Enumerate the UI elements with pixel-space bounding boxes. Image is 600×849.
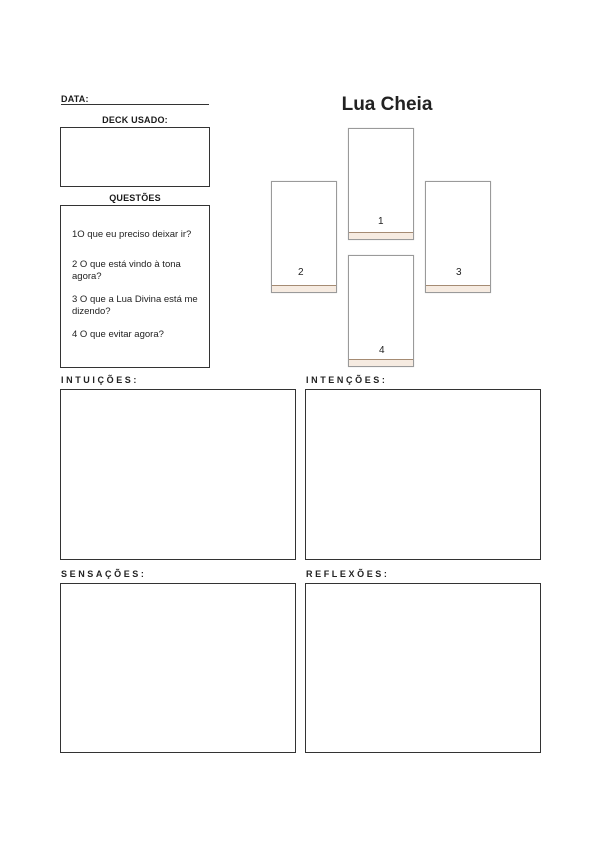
reflexoes-box[interactable]	[305, 583, 541, 753]
card-number-3: 3	[456, 267, 462, 278]
card-slot-2[interactable]	[271, 181, 337, 293]
intencoes-label: INTENÇÕES:	[306, 375, 388, 385]
sensacoes-label: SENSAÇÕES:	[61, 569, 147, 579]
question-4: 4 O que evitar agora?	[72, 329, 164, 340]
intuicoes-box[interactable]	[60, 389, 296, 560]
page-title: Lua Cheia	[341, 94, 433, 115]
question-2: 2 O que está vindo à tona agora?	[72, 259, 181, 282]
questions-label: QUESTÕES	[109, 193, 161, 203]
card-band	[272, 285, 336, 292]
deck-label: DECK USADO:	[102, 115, 168, 125]
card-slot-3[interactable]	[425, 181, 491, 293]
card-slot-4[interactable]	[348, 255, 414, 367]
card-slot-1[interactable]	[348, 128, 414, 240]
question-1: 1O que eu preciso deixar ir?	[72, 229, 192, 240]
date-label: DATA:	[61, 94, 89, 104]
card-band	[426, 285, 490, 292]
reflexoes-label: REFLEXÕES:	[306, 569, 390, 579]
card-number-4: 4	[379, 345, 385, 356]
date-line[interactable]	[61, 104, 209, 105]
card-band	[349, 359, 413, 366]
questions-box	[60, 205, 210, 368]
sensacoes-box[interactable]	[60, 583, 296, 753]
intencoes-box[interactable]	[305, 389, 541, 560]
card-band	[349, 232, 413, 239]
card-number-1: 1	[378, 216, 384, 227]
question-3: 3 O que a Lua Divina está me dizendo?	[72, 294, 198, 317]
deck-box[interactable]	[60, 127, 210, 187]
intuicoes-label: INTUIÇÕES:	[61, 375, 140, 385]
card-number-2: 2	[298, 267, 304, 278]
